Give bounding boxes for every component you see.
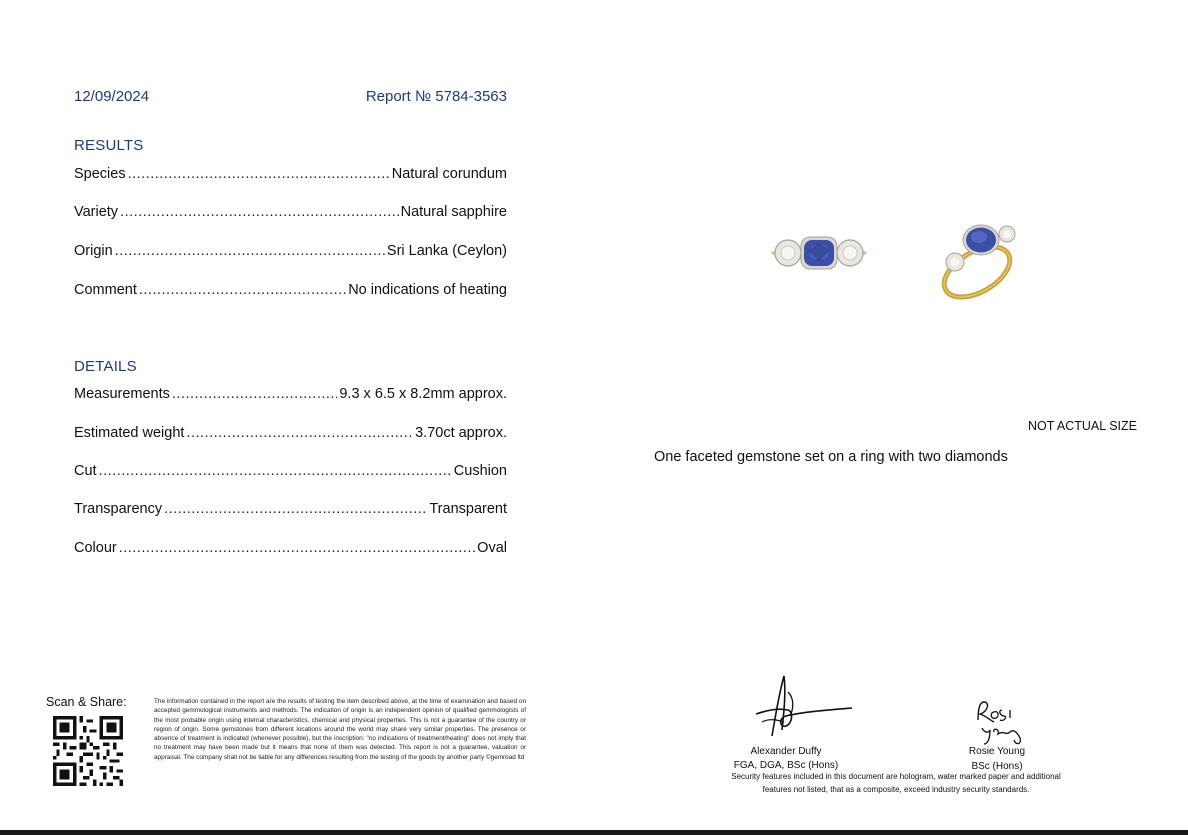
bottom-border [0, 830, 1188, 835]
ring-top-view-image [768, 228, 870, 278]
results-row-variety [74, 204, 507, 224]
row-label: Estimated weight [74, 425, 185, 441]
row-label: Transparency [74, 501, 163, 517]
row-value: 3.70ct approx. [415, 425, 507, 441]
signatory-name: Alexander Duffy [750, 746, 822, 757]
signatory-credentials: FGA, DGA, BSc (Hons) [733, 760, 839, 771]
results-row-origin [74, 243, 507, 263]
leader-dots [128, 166, 390, 182]
row-value: Cushion [453, 463, 507, 479]
row-value: Oval [477, 540, 507, 556]
leader-dots [139, 282, 346, 298]
row-label: Origin [74, 243, 113, 259]
leader-dots [186, 425, 413, 441]
row-label: Comment [74, 282, 137, 298]
qr-code-icon[interactable] [53, 716, 123, 786]
image-caption: One faceted gemstone set on a ring with two diamonds [654, 449, 1008, 465]
signatory-credentials: BSc (Hons) [971, 761, 1023, 772]
report-date: 12/09/2024 [74, 88, 150, 105]
details-row-cut [74, 463, 507, 483]
report-number: Report № 5784-3563 [365, 88, 507, 105]
leader-dots [120, 204, 399, 220]
details-row-transparency [74, 501, 507, 521]
details-row-colour [74, 540, 507, 560]
security-note-line1: Security features included in this document are hologram, water marked paper and additional [731, 772, 1061, 781]
leader-dots [164, 501, 427, 517]
leader-dots [172, 386, 337, 402]
row-label: Measurements [74, 386, 170, 402]
row-label: Species [74, 166, 126, 182]
details-row-measurements [74, 386, 507, 406]
row-value: Sri Lanka (Ceylon) [386, 243, 507, 259]
signature-alexander-duffy [748, 672, 860, 742]
security-note-line2: features not listed, that as a composite, exceed industry security standards. [762, 785, 1030, 794]
row-label: Cut [74, 463, 97, 479]
details-row-weight [74, 425, 507, 445]
results-row-species [74, 166, 507, 186]
signature-rosie-young [968, 694, 1030, 748]
disclaimer-text: The information contained in the report are the results of testing the item described above, at the time of examination and based on accepted gemmological instruments and methods. The indication of origin is an independent opinion of qualified gemmologists of the most probable origin using internal characteristics, chemical and physical properties. This is not a guarantee of the country or region of origin. Some gemstones from different locations around the world may share very similar properties. The presence or absence of treatment is indicated (whenever possible), but the inscription: "no indications of treatment/heating" does not imply that no treatment may have been made but it means that none of them was detected. This report is not a guarantee, valuation or appraisal. The company shall not be liable for any differences resulting from the testing of the goods by another party ©gemroad ltd [154, 698, 526, 761]
row-value: Natural corundum [391, 166, 507, 182]
row-label: Colour [74, 540, 117, 556]
details-heading: DETAILS [74, 358, 137, 375]
leader-dots [119, 540, 475, 556]
not-actual-size-note: NOT ACTUAL SIZE [1027, 419, 1137, 433]
row-value: Transparent [429, 501, 507, 517]
leader-dots [115, 243, 385, 259]
signatory-name: Rosie Young [968, 746, 1026, 757]
row-label: Variety [74, 204, 119, 220]
row-value: 9.3 x 6.5 x 8.2mm approx. [339, 386, 507, 402]
leader-dots [99, 463, 452, 479]
results-heading: RESULTS [74, 137, 144, 154]
scan-share-label: Scan & Share: [46, 695, 127, 709]
row-value: Natural sapphire [400, 204, 507, 220]
results-row-comment [74, 282, 507, 302]
ring-angled-view-image [935, 218, 1025, 300]
row-value: No indications of heating [348, 282, 507, 298]
